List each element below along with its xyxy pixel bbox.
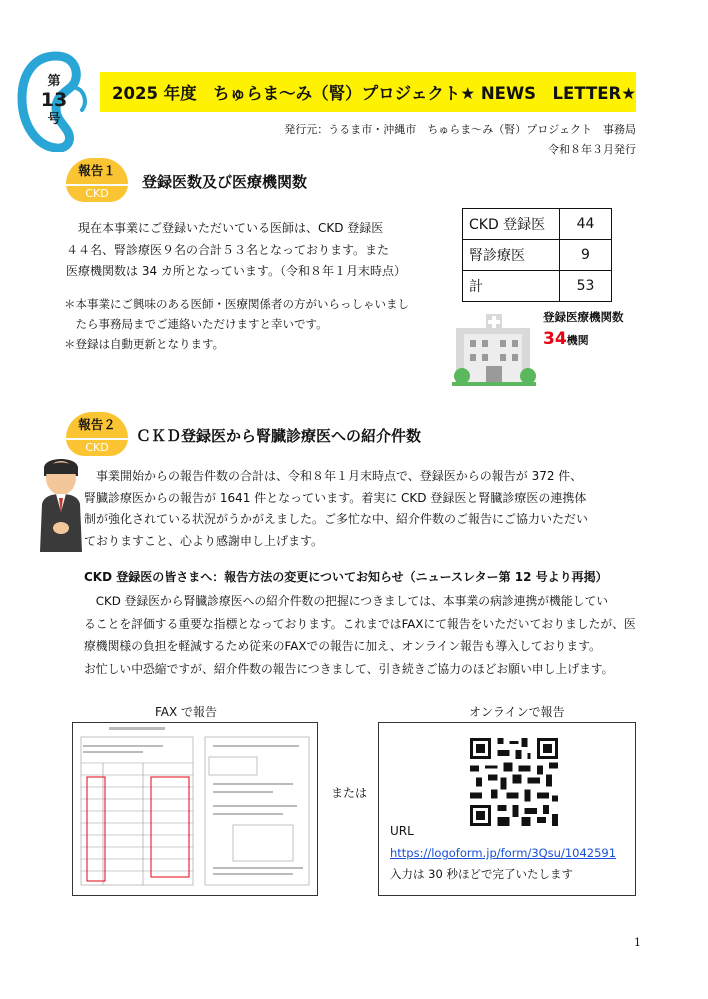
report1-title: 登録医数及び医療機関数 xyxy=(138,170,313,194)
table-row: 腎診療医 9 xyxy=(463,240,612,271)
notice-heading: CKD 登録医の皆さまへ：報告方法の変更についてお知らせ（ニュースレター第 12 号より再掲） xyxy=(84,570,608,584)
hospital-building-icon xyxy=(452,306,536,386)
report1-badge: 報告１ CKD xyxy=(66,158,128,202)
notice-paragraph: CKD 登録医から腎臓診療医への紹介件数の把握につきましては、本事業の病診連携が機能してい ることを評価する重要な指標となっております。これまではFAXにて報告をいただいておりましたが、医 療機関様の負担を軽減するため従来のFAXでの報告に加え、オンライン報告も導入しております。 お忙しい中恐縮ですが、紹介件数の報告につきまして、引き続きご協力のほどお願い申し上げます。 xyxy=(84,594,636,676)
report1-notes: ＊本事業にご興味のある医師・医療関係者の方がいらっしゃいまし たら事務局までご連絡いただけますと幸いです。 ＊登録は自動更新となります。 xyxy=(64,297,409,351)
table-row: 計 53 xyxy=(463,271,612,302)
report1-paragraph: 現在本事業にご登録いただいている医師は、CKD 登録医 ４４名、腎診療医９名の合計５３名となっております。また 医療機関数は 34 カ所となっています。（令和８年１月末時点） xyxy=(66,221,406,278)
table-row: CKD 登録医 44 xyxy=(463,209,612,240)
newsletter-title: 2025 年度 ちゅらま〜み（腎）プロジェクト★ NEWS LETTER★ xyxy=(100,72,636,112)
facility-count: 34機関 xyxy=(543,329,589,349)
fax-report-label: FAX で報告 xyxy=(155,705,218,719)
publisher-info: 発行元：うるま市・沖縄市 ちゅらま〜み（腎）プロジェクト 事務局 令和８年３月発行 xyxy=(284,123,636,156)
fax-form-thumbnail xyxy=(72,722,318,896)
online-form-link[interactable]: https://logoform.jp/form/3Qsu/1042591 xyxy=(390,846,617,860)
fax-form-image-icon xyxy=(73,723,316,894)
report2-paragraph: 事業開始からの報告件数の合計は、令和８年１月末時点で、登録医からの報告が 372 件、 腎臓診療医からの報告が 1641 件となっています。着実に CKD 登録医と腎臓診療医の連携体 制が強化されている状況がうかがえました。ご多忙な中、紹介件数のご報告にご協力いただい ておりますこと、心より感謝申し上げます。 xyxy=(84,469,589,548)
facility-count-label: 登録医療機関数 xyxy=(543,310,624,324)
qr-code-icon[interactable] xyxy=(470,738,558,826)
page-number: 1 xyxy=(634,936,641,949)
url-label: URL xyxy=(390,824,414,838)
online-form-note: 入力は 30 秒ほどで完了いたします xyxy=(390,867,573,881)
registration-table xyxy=(462,208,612,302)
report2-badge: 報告２ CKD xyxy=(66,412,128,456)
or-label: または xyxy=(331,786,368,800)
bowing-person-icon xyxy=(34,448,88,554)
online-report-label: オンラインで報告 xyxy=(469,705,565,719)
issue-number: 第 13 号 xyxy=(40,74,68,127)
report2-title: ＣＫＤ登録医から腎臓診療医への紹介件数 xyxy=(132,424,427,448)
